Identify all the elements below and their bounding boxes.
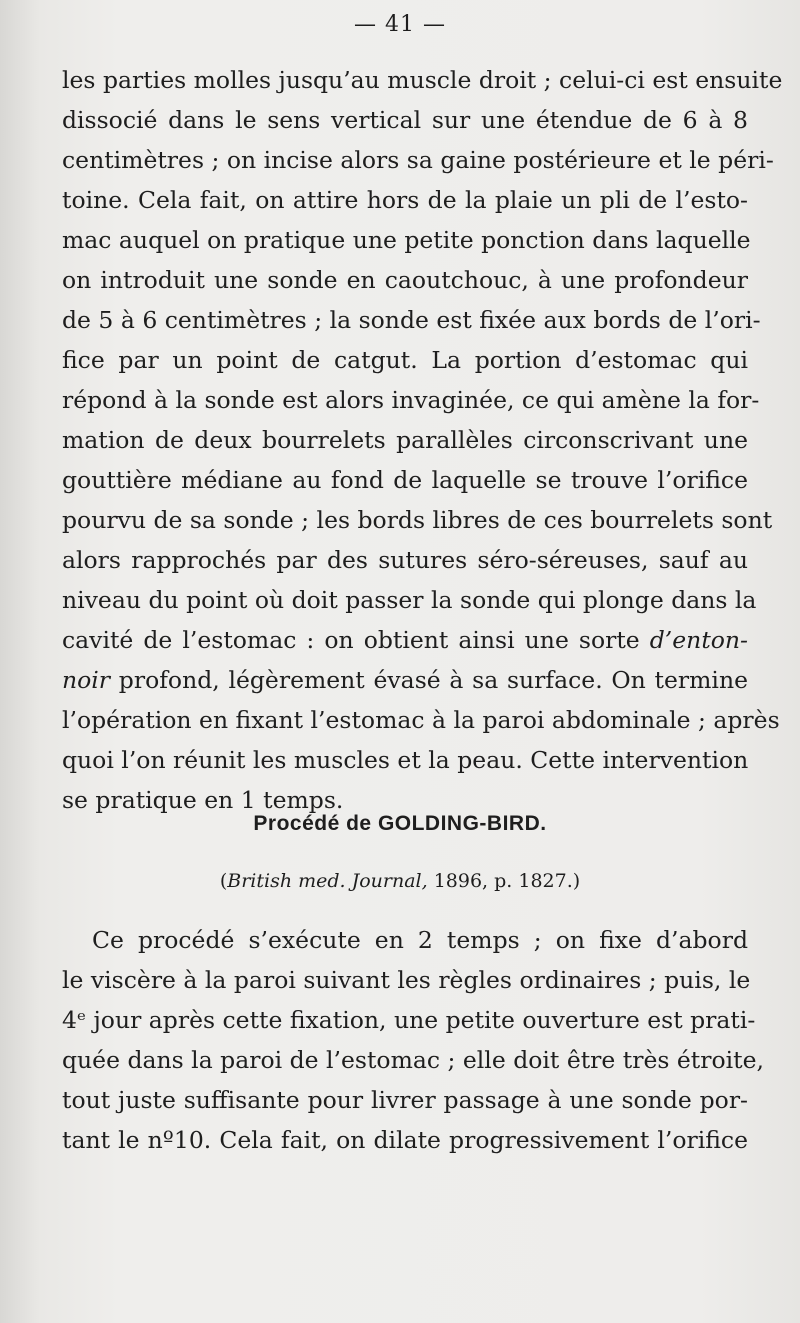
paragraph-main: [62, 60, 783, 820]
text-line: fice par un point de catgut. La portion d’estomac qui: [62, 346, 748, 374]
text-line: alors rapprochés par des sutures séro-séreuses, sauf au: [62, 546, 748, 574]
text-line: l’opération en fixant l’estomac à la paroi abdominale ; après: [62, 706, 780, 734]
text-line: pourvu de sa sonde ; les bords libres de ces bourrelets sont: [62, 506, 773, 534]
text-line: [62, 620, 748, 660]
page-number: — 41 —: [354, 12, 446, 37]
section-heading: Procédé de GOLDING-BIRD.: [253, 812, 547, 835]
text-line: gouttière médiane au fond de laquelle se trouve l’orifice: [62, 466, 748, 494]
text-line: niveau du point où doit passer la sonde qui plonge dans la: [62, 586, 757, 614]
text-line: le viscère à la paroi suivant les règles ordinaires ; puis, le: [62, 966, 751, 994]
citation: [0, 870, 800, 892]
text-line: on introduit une sonde en caoutchouc, à une profondeur: [62, 266, 748, 294]
citation-open: (: [219, 870, 228, 892]
text-line: toine. Cela fait, on attire hors de la plaie un pli de l’esto-: [62, 186, 748, 214]
paragraph-procedure: [62, 920, 764, 1160]
text-line: Ce procédé s’exécute en 2 temps ; on fixe d’abord: [92, 926, 748, 954]
text-line: dissocié dans le sens vertical sur une étendue de 6 à 8: [62, 106, 748, 134]
text-line: mation de deux bourrelets parallèles circonscrivant une: [62, 426, 748, 454]
text-segment: profond, légèrement évasé à sa surface. On termine: [110, 666, 748, 694]
text-line: répond à la sonde est alors invaginée, ce qui amène la for-: [62, 386, 760, 414]
text-line: quoi l’on réunit les muscles et la peau. Cette intervention: [62, 746, 749, 774]
text-line: mac auquel on pratique une petite ponction dans laquelle: [62, 226, 751, 254]
text-line: tant le nº10. Cela fait, on dilate progressivement l’orifice: [62, 1126, 748, 1154]
italic-term: noir: [62, 666, 111, 694]
text-line: 4ᵉ jour après cette fixation, une petite ouverture est prati-: [62, 1006, 756, 1034]
text-line: centimètres ; on incise alors sa gaine postérieure et le péri-: [62, 146, 774, 174]
citation-journal: British med. Journal,: [227, 870, 428, 892]
text-line: se pratique en 1 temps.: [62, 786, 344, 814]
text-line: quée dans la paroi de l’estomac ; elle doit être très étroite,: [62, 1046, 764, 1074]
text-line: de 5 à 6 centimètres ; la sonde est fixée aux bords de l’ori-: [62, 306, 761, 334]
italic-term: d’enton-: [649, 626, 748, 654]
citation-details: 1896, p. 1827.): [427, 870, 581, 892]
text-line: [62, 660, 748, 700]
text-line: tout juste suffisante pour livrer passage à une sonde por-: [62, 1086, 748, 1114]
text-segment: cavité de l’estomac : on obtient ainsi une sorte: [62, 626, 640, 654]
text-line: les parties molles jusqu’au muscle droit ; celui-ci est ensuite: [62, 66, 783, 94]
